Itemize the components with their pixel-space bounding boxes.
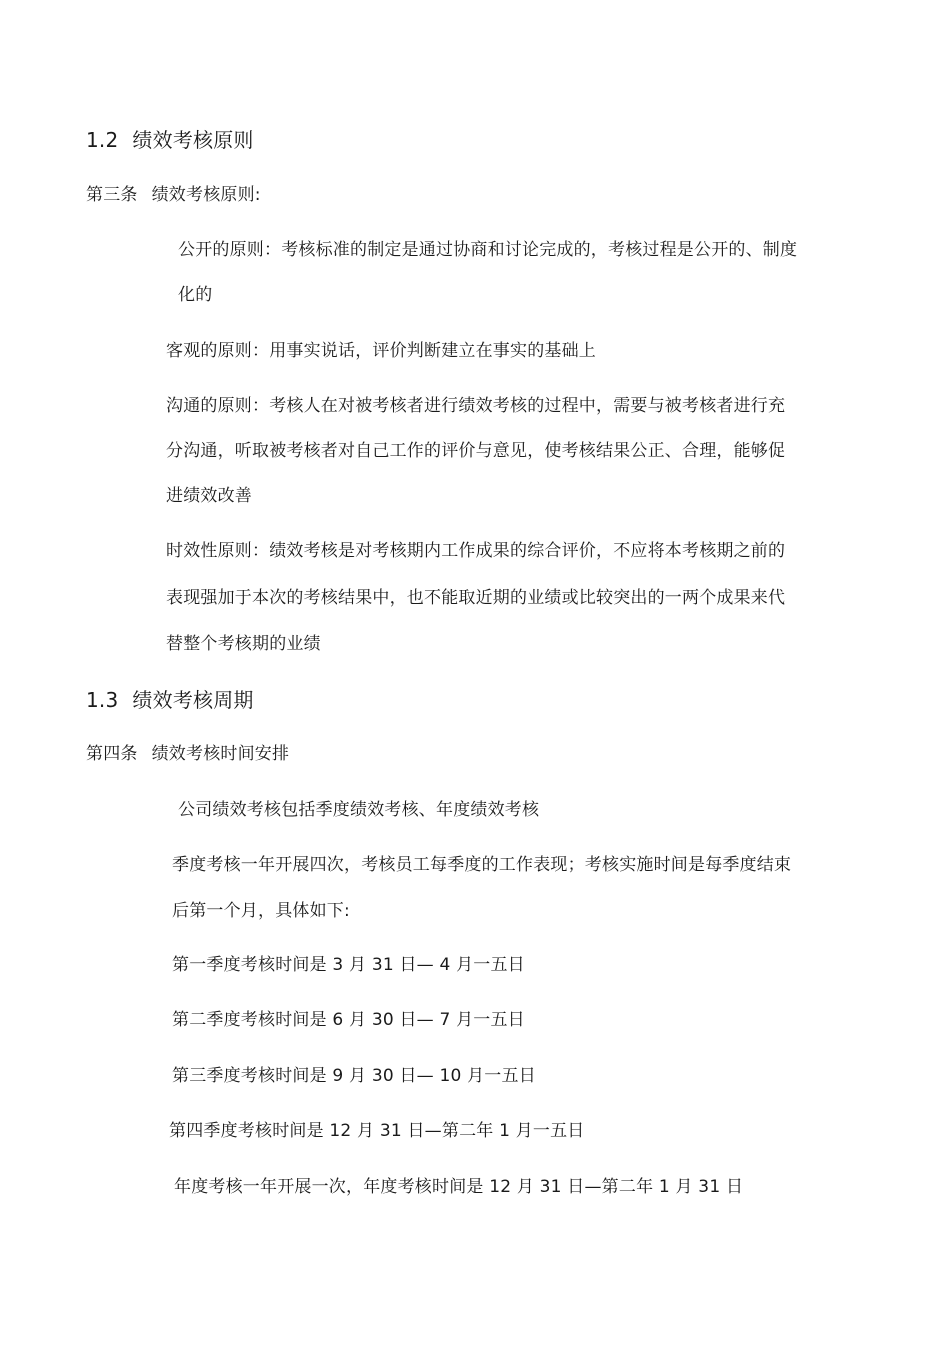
article-4-heading <box>86 746 289 763</box>
principle-open-line-2: 化的 <box>178 285 213 305</box>
schedule-q1: 第一季度考核时间是 3 月 31 日— 4 月一五日 <box>172 955 525 975</box>
section-heading-1-3 <box>86 690 254 710</box>
principle-communication-line-1: 沟通的原则：考核人在对被考核者进行绩效考核的过程中，需要与被考核者进行充 <box>166 396 786 416</box>
section-number: 1.3 <box>86 688 119 712</box>
section-heading-1-2 <box>86 130 254 150</box>
principle-timeliness-line-2: 表现强加于本次的考核结果中，也不能取近期的业绩或比较突出的一两个成果来代 <box>166 588 786 608</box>
schedule-intro: 公司绩效考核包括季度绩效考核、年度绩效考核 <box>178 800 540 820</box>
principle-objective: 客观的原则：用事实说话，评价判断建立在事实的基础上 <box>166 341 596 361</box>
article-3-heading <box>86 187 261 204</box>
schedule-q2: 第二季度考核时间是 6 月 30 日— 7 月一五日 <box>172 1010 525 1030</box>
section-title: 绩效考核原则 <box>132 128 254 152</box>
schedule-quarterly-line-2: 后第一个月，具体如下: <box>172 901 350 921</box>
schedule-q3: 第三季度考核时间是 9 月 30 日— 10 月一五日 <box>172 1066 536 1086</box>
principle-open-line-1: 公开的原则：考核标准的制定是通过协商和讨论完成的，考核过程是公开的、制度 <box>178 240 798 260</box>
section-title: 绩效考核周期 <box>132 688 254 712</box>
article-label: 第四条 <box>86 744 138 764</box>
principle-timeliness-line-1: 时效性原则：绩效考核是对考核期内工作成果的综合评价，不应将本考核期之前的 <box>166 541 786 561</box>
principle-communication-line-3: 进绩效改善 <box>166 486 252 506</box>
article-title: 绩效考核原则: <box>151 185 261 205</box>
principle-timeliness-line-3: 替整个考核期的业绩 <box>166 634 321 654</box>
schedule-quarterly-line-1: 季度考核一年开展四次，考核员工每季度的工作表现；考核实施时间是每季度结束 <box>172 855 792 875</box>
principle-communication-line-2: 分沟通，听取被考核者对自己工作的评价与意见，使考核结果公正、合理，能够促 <box>166 441 786 461</box>
section-number: 1.2 <box>86 128 119 152</box>
article-title: 绩效考核时间安排 <box>151 744 290 764</box>
article-label: 第三条 <box>86 185 138 205</box>
schedule-annual: 年度考核一年开展一次，年度考核时间是 12 月 31 日—第二年 1 月 31 日 <box>174 1177 744 1197</box>
schedule-q4: 第四季度考核时间是 12 月 31 日—第二年 1 月一五日 <box>169 1121 585 1141</box>
